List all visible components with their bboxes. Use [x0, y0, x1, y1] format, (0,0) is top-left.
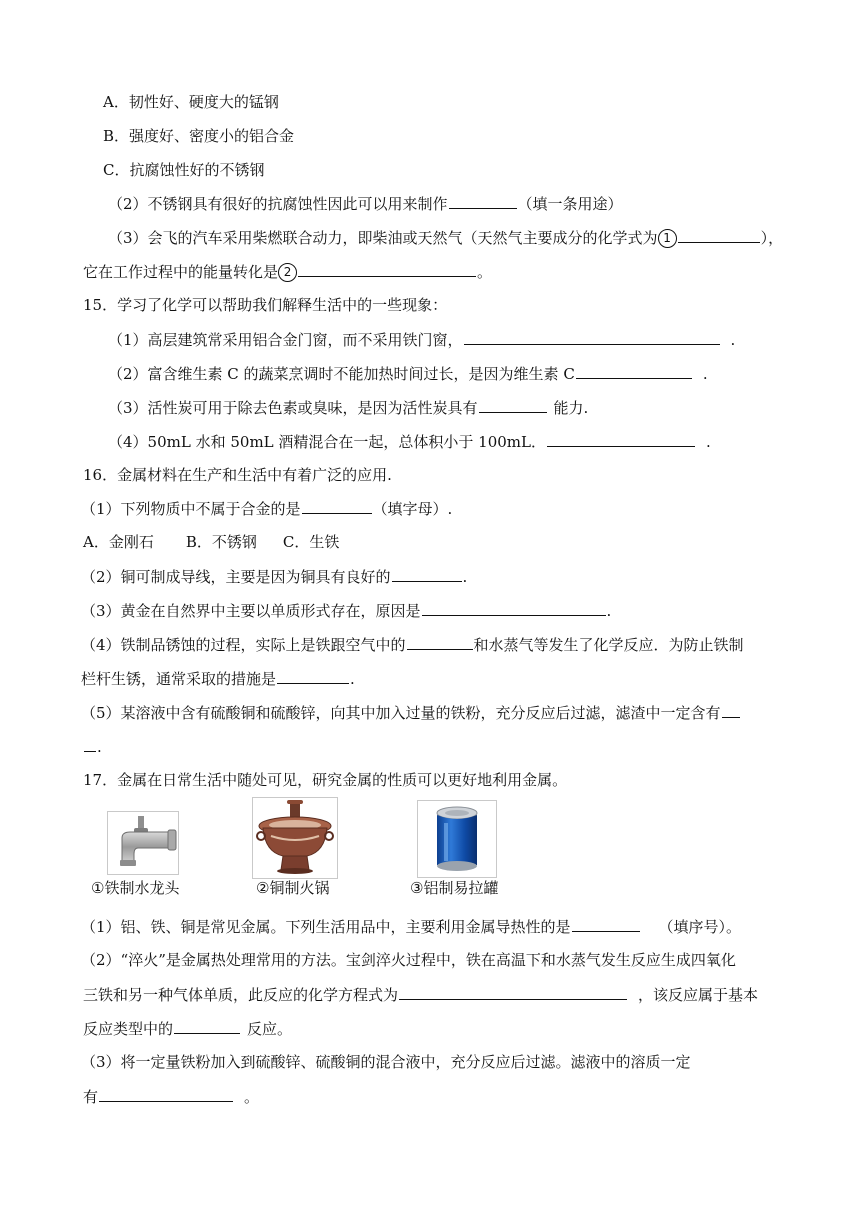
q15-part3 [108, 397, 588, 418]
q16-part3-text: （3）黄金在自然界中主要以单质形式存在，原因是 [81, 602, 421, 620]
q15-part2 [108, 363, 708, 384]
q15-part3-text: （3）活性炭可用于除去色素或臭味，是因为活性炭具有 [108, 399, 478, 417]
q15-part3-tail: 能力. [553, 399, 589, 417]
q16-part1-tail: （填字母）. [372, 500, 453, 518]
period: . [730, 331, 736, 349]
q16-part2 [81, 566, 467, 587]
q16-part4-text-c: 栏杆生锈，通常采取的措施是 [81, 670, 277, 688]
can-drawing [418, 801, 496, 877]
period: . [350, 670, 355, 688]
caption-hotpot: ②铜制火锅 [256, 879, 330, 897]
q16-option-b: B．不锈钢 [185, 533, 257, 551]
q17-title: 17．金属在日常生活中随处可见，研究金属的性质可以更好地利用金属。 [83, 771, 568, 789]
q17-part1-tail: （填序号）。 [658, 918, 742, 936]
q16-part1 [81, 498, 452, 519]
q17-part3: （3）将一定量铁粉加入到硫酸锌、硫酸铜的混合液中，充分反应后过滤。滤液中的溶质一定 [81, 1053, 691, 1071]
q17-part3-text-b: 有 [83, 1088, 99, 1106]
hotpot-image [252, 797, 338, 879]
q16-part4-line2 [81, 668, 355, 689]
answer-blank[interactable] [576, 363, 692, 379]
answer-blank[interactable] [572, 916, 640, 932]
q17-part2-tail-b: ，该反应属于基本 [638, 986, 759, 1004]
q17-part2: （2）“淬火”是金属热处理常用的方法。宝剑淬火过程中，铁在高温下和水蒸气发生反应生成四氧化 [81, 951, 736, 969]
answer-blank[interactable] [399, 984, 627, 1000]
q17-part1-text: （1）铝、铁、铜是常见金属。下列生活用品中，主要利用金属导热性的是 [81, 918, 571, 936]
q14-part3-line2 [83, 261, 492, 282]
q16-option-a: A．金刚石 [83, 533, 154, 551]
answer-blank[interactable] [449, 193, 517, 209]
q15-part1 [108, 329, 735, 350]
answer-blank[interactable] [407, 634, 473, 650]
q14-part2 [108, 193, 623, 214]
answer-blank[interactable] [298, 261, 476, 277]
q15-part1-text: （1）高层建筑常采用铝合金门窗，而不采用铁门窗， [108, 331, 463, 349]
q14-option-c: C．抗腐蚀性好的不锈钢 [103, 161, 265, 179]
q14-part3-close: ）， [760, 229, 784, 247]
q16-part3 [81, 600, 611, 621]
circled-number-1: 1 [658, 229, 677, 248]
q16-part5-text: （5）某溶液中含有硫酸铜和硫酸锌，向其中加入过量的铁粉，充分反应后过滤，滤渣中一定含有 [81, 704, 721, 722]
answer-blank[interactable] [722, 702, 740, 718]
q16-part2-text: （2）铜可制成导线，主要是因为铜具有良好的 [81, 568, 391, 586]
answer-blank[interactable] [277, 668, 349, 684]
period: . [705, 433, 711, 451]
q17-part2-text-c: 反应类型中的 [83, 1020, 174, 1038]
answer-blank[interactable] [84, 736, 96, 752]
answer-blank[interactable] [302, 498, 372, 514]
q14-part3-line2-text: 它在工作过程中的能量转化是 [83, 263, 279, 281]
q15-part2-text: （2）富含维生素 C 的蔬菜烹调时不能加热时间过长，是因为维生素 C [108, 365, 575, 383]
answer-blank[interactable] [547, 431, 695, 447]
period: . [702, 365, 708, 383]
q14-part3 [108, 227, 783, 248]
caption-can: ③铝制易拉罐 [410, 879, 499, 897]
q17-part2-tail-c: 反应。 [247, 1020, 293, 1038]
q14-part3-end: 。 [477, 263, 493, 281]
q16-part4 [81, 634, 744, 655]
q14-part2-text: （2）不锈钢具有很好的抗腐蚀性因此可以用来制作 [108, 195, 448, 213]
q14-part3-text: （3）会飞的汽车采用柴燃联合动力，即柴油或天然气（天然气主要成分的化学式为 [108, 229, 658, 247]
period: . [606, 602, 612, 620]
period: . [97, 738, 102, 756]
answer-blank[interactable] [678, 227, 760, 243]
q16-part4-text: （4）铁制品锈蚀的过程，实际上是铁跟空气中的 [81, 636, 406, 654]
q16-options [83, 532, 339, 552]
caption-faucet: ①铁制水龙头 [91, 879, 180, 897]
answer-blank[interactable] [464, 329, 720, 345]
q17-part2-line3 [83, 1018, 292, 1039]
answer-blank[interactable] [422, 600, 606, 616]
q16-part4-text-b: 和水蒸气等发生了化学反应．为防止铁制 [473, 636, 744, 654]
q15-part4 [108, 431, 711, 452]
answer-blank[interactable] [479, 397, 547, 413]
answer-blank[interactable] [174, 1018, 240, 1034]
q16-part1-text: （1）下列物质中不属于合金的是 [81, 500, 301, 518]
answer-blank[interactable] [99, 1086, 233, 1102]
q16-title: 16．金属材料在生产和生活中有着广泛的应用. [83, 466, 392, 484]
q17-part1 [81, 916, 741, 937]
q17-part3-line2 [83, 1086, 259, 1107]
faucet-image [107, 811, 179, 875]
q14-option-b: B．强度好、密度小的铝合金 [103, 127, 295, 145]
q15-part4-text: （4）50mL 水和 50mL 酒精混合在一起，总体积小于 100mL． [108, 433, 546, 451]
q16-part5 [81, 702, 741, 723]
period: . [462, 568, 468, 586]
q14-part2-tail: （填一条用途） [517, 195, 623, 213]
answer-blank[interactable] [392, 566, 462, 582]
q17-part2-line2 [83, 984, 758, 1005]
q16-part5-line2 [83, 736, 102, 757]
faucet-drawing [108, 812, 178, 874]
q17-part2-text-b: 三铁和另一种气体单质，此反应的化学方程式为 [83, 986, 399, 1004]
can-image [417, 800, 497, 878]
q16-option-c: C．生铁 [282, 533, 340, 551]
q17-part3-tail-b: 。 [244, 1088, 260, 1106]
circled-number-2: 2 [278, 263, 297, 282]
q14-option-a: A．韧性好、硬度大的锰钢 [103, 93, 279, 111]
q15-title: 15．学习了化学可以帮助我们解释生活中的一些现象： [83, 296, 448, 314]
hotpot-drawing [253, 798, 337, 878]
